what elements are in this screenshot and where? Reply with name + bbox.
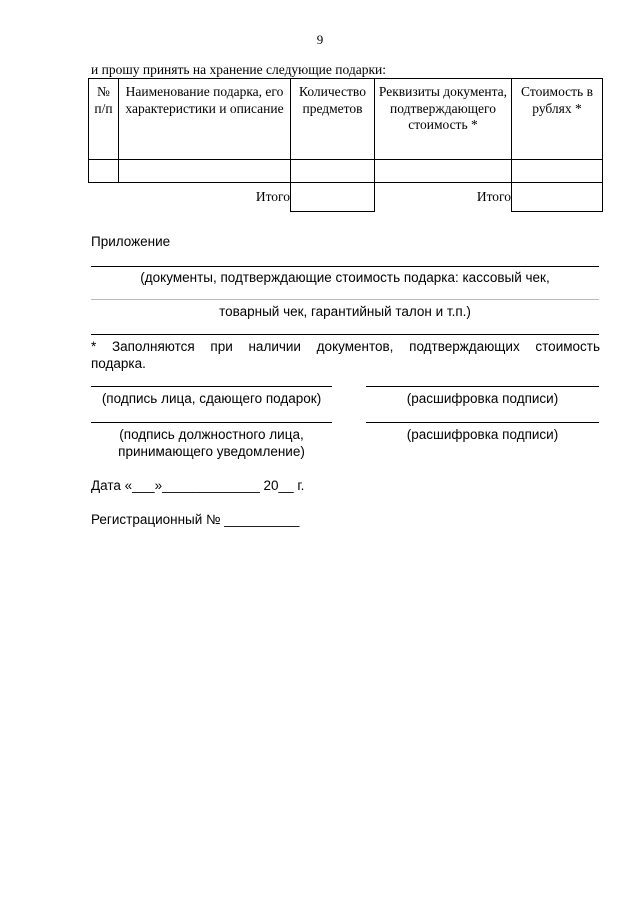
giver-signature-caption: (подпись лица, сдающего подарок) bbox=[101, 391, 322, 406]
header-cost: Стоимость в рублях * bbox=[512, 79, 603, 160]
total-label-cost: Итого bbox=[476, 189, 511, 204]
intro-text: и прошу принять на хранение следующие подарки: bbox=[91, 62, 386, 77]
totals-row bbox=[89, 183, 603, 212]
attachment-line-3[interactable] bbox=[91, 334, 599, 335]
total-quantity-cell[interactable] bbox=[291, 183, 375, 212]
registration-number-field[interactable]: Регистрационный № __________ bbox=[91, 512, 300, 527]
attachment-hint-2: товарный чек, гарантийный талон и т.п.) bbox=[219, 304, 471, 319]
date-field[interactable]: Дата «___»_____________ 20__ г. bbox=[91, 478, 305, 493]
official-signature-caption bbox=[91, 426, 332, 460]
attachment-hint-1: (документы, подтверждающие стоимость подарка: кассовый чек, bbox=[140, 270, 550, 285]
header-gift-name: Наименование подарка, его характеристики и описание bbox=[119, 79, 291, 160]
gifts-table bbox=[88, 78, 603, 212]
total-label-quantity: Итого bbox=[255, 189, 290, 204]
page-number: 9 bbox=[316, 32, 324, 47]
footnote-line-1: * Заполняются при наличии документов, подтверждающих стоимость bbox=[91, 339, 600, 354]
footnote-line-2: подарка. bbox=[91, 356, 146, 371]
official-caption-line-1: (подпись должностного лица, bbox=[119, 427, 304, 442]
total-cost-cell[interactable] bbox=[512, 183, 603, 212]
official-decode-line[interactable] bbox=[366, 422, 599, 423]
header-quantity: Количество предметов bbox=[291, 79, 375, 160]
official-signature-line[interactable] bbox=[91, 422, 332, 423]
attachment-label: Приложение bbox=[91, 234, 171, 249]
official-caption-line-2: принимающего уведомление) bbox=[118, 444, 305, 459]
giver-decode-line[interactable] bbox=[366, 386, 599, 387]
header-number: № п/п bbox=[89, 79, 119, 160]
cell-number[interactable] bbox=[89, 160, 119, 183]
cell-cost[interactable] bbox=[512, 160, 603, 183]
giver-signature-line[interactable] bbox=[91, 386, 332, 387]
cell-quantity[interactable] bbox=[291, 160, 375, 183]
giver-decode-caption: (расшифровка подписи) bbox=[406, 391, 559, 406]
table-header-row bbox=[89, 79, 603, 160]
attachment-line-2[interactable] bbox=[91, 299, 599, 300]
official-decode-caption: (расшифровка подписи) bbox=[406, 427, 559, 442]
cell-gift-name[interactable] bbox=[119, 160, 291, 183]
attachment-line-1[interactable] bbox=[91, 266, 599, 267]
header-document-details: Реквизиты документа, подтверждающего стоимость * bbox=[375, 79, 512, 160]
footnote bbox=[91, 338, 600, 372]
table-row bbox=[89, 160, 603, 183]
cell-document-details[interactable] bbox=[375, 160, 512, 183]
